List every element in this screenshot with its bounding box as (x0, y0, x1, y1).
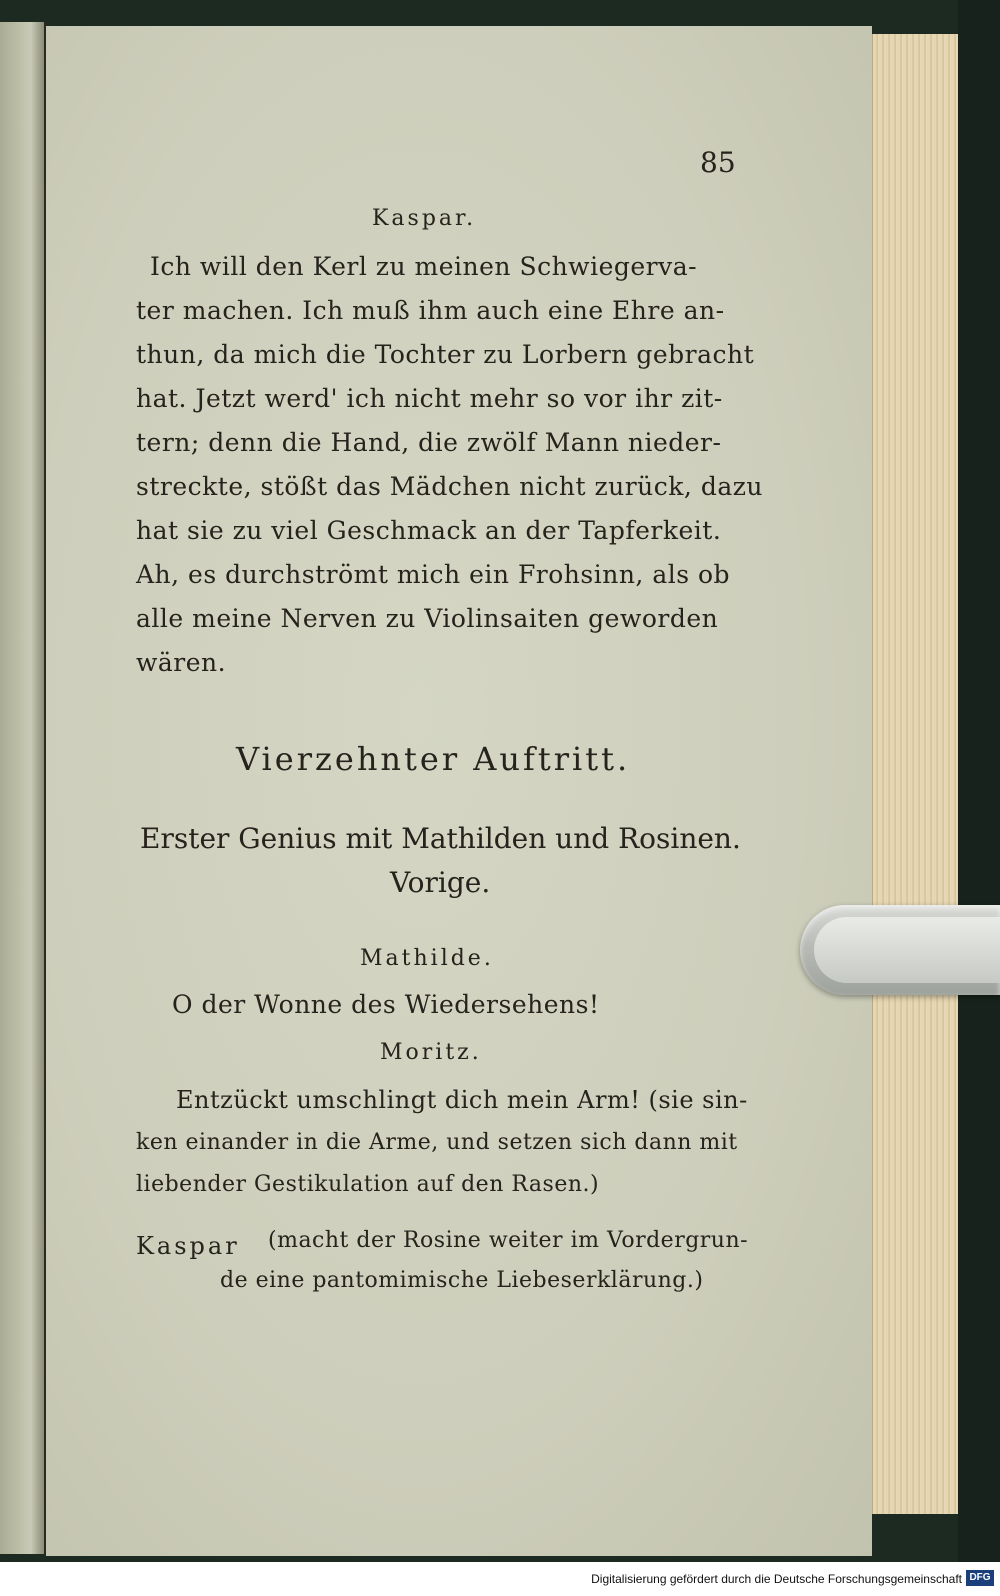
page-clip-highlight (814, 917, 1000, 983)
character-list: Erster Genius mit Mathilden und Rosinen. (140, 822, 741, 855)
text-line: thun, da mich die Tochter zu Lorbern gebracht (136, 340, 755, 369)
page-number: 85 (700, 146, 736, 179)
text-line: hat. Jetzt werd' ich nicht mehr so vor ihr zit- (136, 384, 723, 413)
character-list-previous: Vorige. (390, 866, 491, 899)
text-line: Ah, es durchströmt mich ein Frohsinn, als ob (136, 560, 731, 589)
footer-credit: Digitalisierung gefördert durch die Deutsche Forschungsgemeinschaft (591, 1572, 962, 1586)
text-line: Entzückt umschlingt dich mein Arm! (sie sin- (176, 1086, 748, 1114)
text-line: (macht der Rosine weiter im Vordergrun- (268, 1228, 749, 1253)
dfg-logo: DFG (966, 1570, 994, 1586)
text-line: liebender Gestikulation auf den Rasen.) (136, 1172, 600, 1197)
text-line: ter machen. Ich muß ihm auch eine Ehre an- (136, 296, 725, 325)
footer-bar (0, 1562, 1000, 1596)
text-line: hat sie zu viel Geschmack an der Tapferkeit. (136, 516, 722, 545)
speaker-kaspar-2: Kaspar (136, 1232, 240, 1260)
text-line: streckte, stößt das Mädchen nicht zurück, dazu (136, 472, 764, 501)
left-page-edge (0, 22, 46, 1554)
text-line: ken einander in die Arme, und setzen sich dann mit (136, 1130, 738, 1155)
background-edge (958, 0, 1000, 1596)
text-line: O der Wonne des Wiedersehens! (172, 990, 600, 1019)
speaker-kaspar: Kaspar. (372, 206, 477, 231)
text-line: tern; denn die Hand, die zwölf Mann nieder- (136, 428, 722, 457)
text-line: alle meine Nerven zu Violinsaiten geworden (136, 604, 719, 633)
speaker-mathilde: Mathilde. (360, 946, 494, 971)
text-line: wären. (136, 648, 227, 677)
text-line: de eine pantomimische Liebeserklärung.) (220, 1268, 704, 1293)
page-clip (800, 905, 1000, 995)
text-line: Ich will den Kerl zu meinen Schwiegerva- (150, 252, 698, 281)
speaker-moritz: Moritz. (380, 1040, 482, 1065)
page-stack-edge (872, 34, 959, 1514)
scene-heading: Vierzehnter Auftritt. (236, 740, 631, 778)
